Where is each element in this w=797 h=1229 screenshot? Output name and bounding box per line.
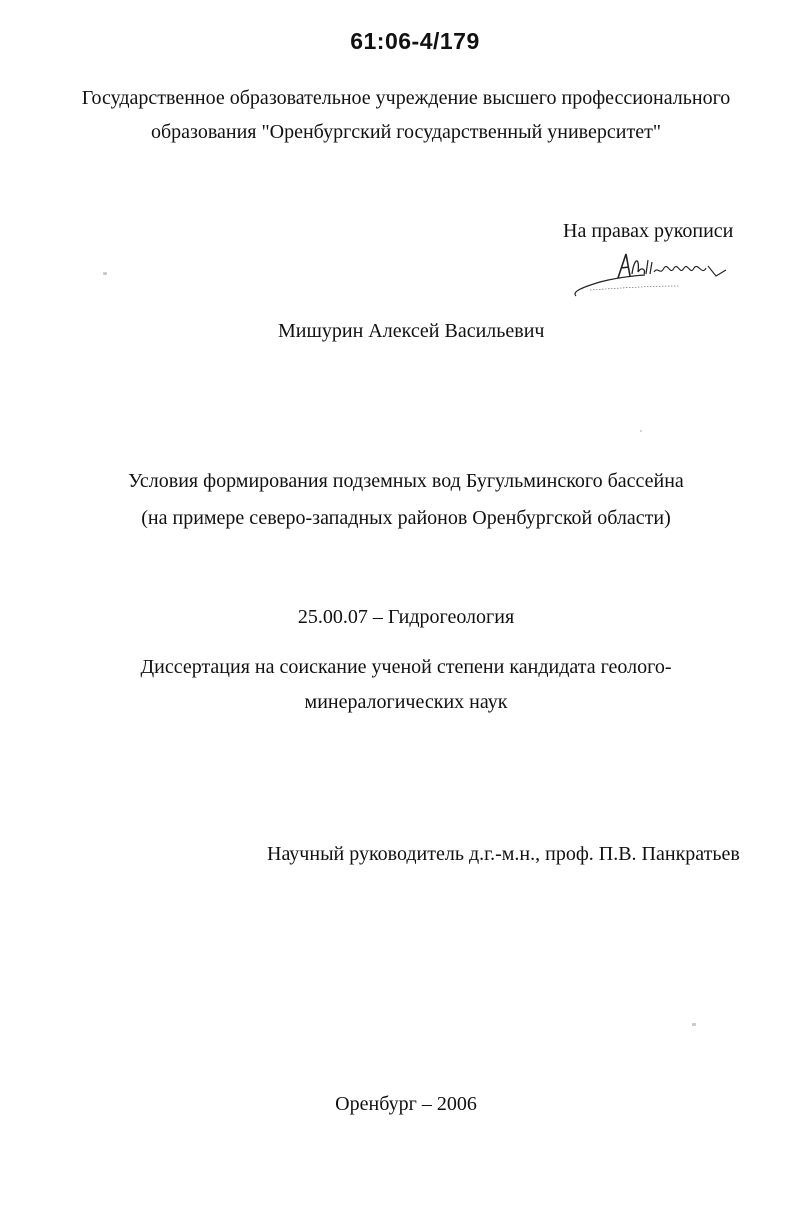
author-signature [570,248,730,304]
specialty-code: 25.00.07 – Гидрогеология [297,606,515,628]
scan-speck [103,272,107,275]
institution-line-1: Государственное образовательное учреждение высшего профессионального [81,87,731,109]
dissertation-title-line-2: (на примере северо-западных районов Оренбургской области) [141,507,671,529]
scientific-supervisor: Научный руководитель д.г.-м.н., проф. П.В. Панкратьев [267,843,740,865]
degree-line-1: Диссертация на соискание ученой степени кандидата геолого- [140,656,672,678]
author-name: Мишурин Алексей Васильевич [278,320,545,342]
scan-speck [692,1023,696,1026]
archive-stamp-number: 61:06-4/179 [350,28,480,54]
institution-line-2: образования "Оренбургский государственный университет" [151,121,661,143]
dissertation-title-line-1: Условия формирования подземных вод Бугульминского бассейна [128,470,684,492]
manuscript-note: На правах рукописи [563,220,734,242]
degree-line-2: минералогических наук [304,691,508,713]
scan-speck [640,430,642,432]
city-year: Оренбург – 2006 [335,1093,477,1115]
